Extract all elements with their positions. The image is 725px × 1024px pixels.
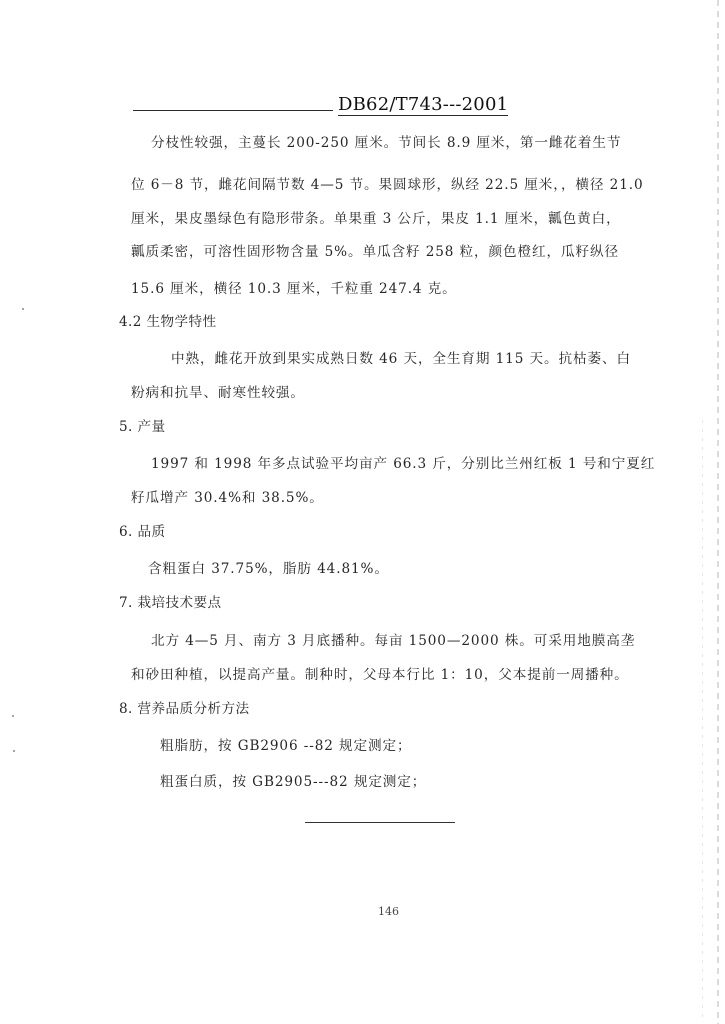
- end-rule: [305, 822, 455, 823]
- section-heading-7: 7. 栽培技术要点: [119, 595, 222, 611]
- section-heading-6: 6. 品质: [119, 524, 166, 540]
- document-header: [133, 96, 513, 118]
- body-line: 厘米，果皮墨绿色有隐形带条。单果重 3 公斤，果皮 1.1 厘米，瓤色黄白，: [131, 211, 621, 227]
- body-line: 中熟，雌花开放到果实成熟日数 46 天，全生育期 115 天。抗枯萎、白: [171, 351, 631, 367]
- body-line: 北方 4—5 月、南方 3 月底播种。每亩 1500—2000 株。可采用地膜高垄: [151, 633, 636, 649]
- page-number: 146: [378, 905, 399, 918]
- body-line: 分枝性较强，主蔓长 200-250 厘米。节间长 8.9 厘米，第一雌花着生节: [151, 135, 622, 151]
- scan-edge-inner: [702, 420, 703, 1020]
- scan-edge: [717, 0, 719, 1024]
- section-heading-4-2: 4.2 生物学特性: [119, 314, 217, 330]
- body-line: 位 6－8 节，雌花间隔节数 4—5 节。果圆球形，纵经 22.5 厘米，，横径 21.0: [131, 177, 644, 193]
- section-heading-5: 5. 产量: [119, 419, 166, 435]
- scan-speck: [22, 308, 24, 310]
- body-line: 1997 和 1998 年多点试验平均亩产 66.3 斤，分别比兰州红板 1 号和宁夏红: [151, 456, 656, 472]
- body-line: 粗蛋白质，按 GB2905---82 规定测定；: [160, 774, 427, 790]
- body-line: 粗脂肪，按 GB2906 --82 规定测定；: [160, 738, 412, 754]
- body-line: 和砂田种植，以提高产量。制种时，父母本行比 1：10，父本提前一周播种。: [131, 667, 629, 683]
- document-number: DB62/T743---2001: [338, 94, 509, 115]
- section-heading-8: 8. 营养品质分析方法: [119, 701, 250, 717]
- body-line: 粉病和抗旱、耐寒性较强。: [131, 385, 305, 401]
- body-line: 15.6 厘米，横径 10.3 厘米，千粒重 247.4 克。: [131, 281, 457, 297]
- body-line: 籽瓜增产 30.4%和 38.5%。: [131, 490, 324, 506]
- scan-speck: [12, 715, 14, 717]
- header-rule: [133, 110, 333, 111]
- scan-speck: [13, 750, 15, 752]
- body-line: 瓤质柔密，可溶性固形物含量 5%。单瓜含籽 258 粒，颜色橙红，瓜籽纵径: [131, 244, 619, 260]
- body-line: 含粗蛋白 37.75%，脂肪 44.81%。: [148, 561, 389, 577]
